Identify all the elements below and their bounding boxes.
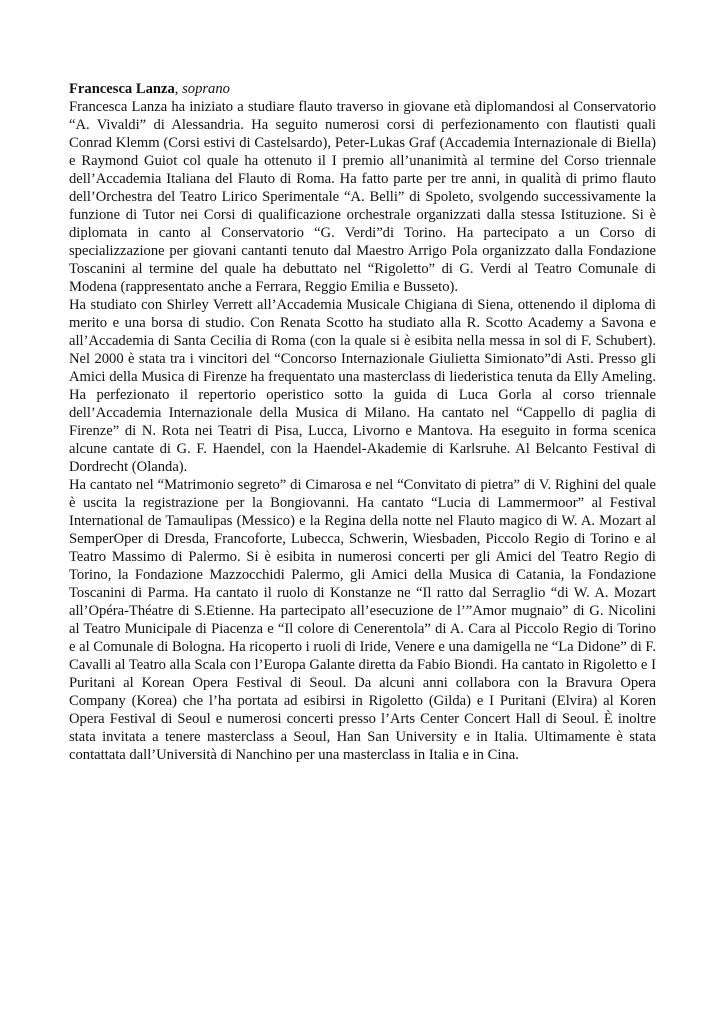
biography-paragraph-1: Francesca Lanza ha iniziato a studiare flauto traverso in giovane età diplomandosi al Conservatorio “A. Vivaldi” di Alessandria. Ha seguito numerosi corsi di perfezionamento con flautisti quali Conrad Klemm (Corsi estivi di Castelsardo), Peter-Lukas Graf (Accademia Internazionale di Biella) e Raymond Guiot col quale ha ottenuto il I premio all’unanimità al termine del Corso triennale dell’Accademia Italiana del Flauto di Roma. Ha fatto parte per tre anni, in qualità di primo flauto dell’Orchestra del Teatro Lirico Sperimentale “A. Belli” di Spoleto, svolgendo successivamente la funzione di Tutor nei Corsi di qualificazione orchestrale organizzati dalla stessa Istituzione. Si è diplomata in canto al Conservatorio “G. Verdi”di Torino. Ha partecipato a un Corso di specializzazione per giovani cantanti tenuto dal Maestro Arrigo Pola organizzato dalla Fondazione Toscanini al termine del quale ha debuttato nel “Rigoletto” di G. Verdi al Teatro Comunale di Modena (rappresentato anche a Ferrara, Reggio Emilia e Busseto). (69, 99, 656, 295)
artist-role: soprano (182, 81, 230, 97)
artist-name: Francesca Lanza (69, 81, 175, 97)
biography-paragraph-2: Ha studiato con Shirley Verrett all’Accademia Musicale Chigiana di Siena, ottenendo il diploma di merito e una borsa di studio. Con Renata Scotto ha studiato alla R. Scotto Academy a Savona e all’Accademia di Santa Cecilia di Roma (con la quale si è esibita nella messa in sol di F. Schubert). Nel 2000 è stata tra i vincitori del “Concorso Internazionale Giulietta Simionato”di Asti. Presso gli Amici della Musica di Firenze ha frequentato una masterclass di liederistica tenuta da Elly Ameling. Ha perfezionato il repertorio operistico sotto la guida di Luca Gorla al corso triennale dell’Accademia Internazionale della Musica di Milano. Ha cantato nel “Cappello di paglia di Firenze” di N. Rota nei Teatri di Pisa, Lucca, Livorno e Mantova. Ha eseguito in forma scenica alcune cantate di G. F. Haendel, con la Haendel-Akademie di Karlsruhe. Al Belcanto Festival di Dordrecht (Olanda). (69, 297, 656, 475)
biography-paragraph-3: Ha cantato nel “Matrimonio segreto” di Cimarosa e nel “Convitato di pietra” di V. Righini del quale è uscita la registrazione per la Bongiovanni. Ha cantato “Lucia di Lammermoor” al Festival International de Tamaulipas (Messico) e la Regina della notte nel Flauto magico di W. A. Mozart al SemperOper di Dresda, Francoforte, Lubecca, Schwerin, Wiesbaden, Piccolo Regio di Torino e al Teatro Massimo di Palermo. Si è esibita in numerosi concerti per gli Amici del Teatro Regio di Torino, la Fondazione Mazzocchidi Palermo, gli Amici della Musica di Catania, la Fondazione Toscanini di Parma. Ha cantato il ruolo di Konstanze ne “Il ratto dal Serraglio “di W. A. Mozart all’Opéra-Théatre di S.Etienne. Ha partecipato all’esecuzione de l’”Amor mugnaio” di G. Nicolini al Teatro Municipale di Piacenza e “Il colore di Cenerentola” di A. Cara al Piccolo Regio di Torino e al Comunale di Bologna. Ha ricoperto i ruoli di Iride, Venere e una damigella ne “La Didone” di F. Cavalli al Teatro alla Scala con l’Europa Galante diretta da Fabio Biondi. Ha cantato in Rigoletto e I Puritani al Korean Opera Festival di Seoul. Da alcuni anni collabora con la Bravura Opera Company (Korea) che l’ha portata ad esibirsi in Rigoletto (Gilda) e I Puritani (Elvira) al Koren Opera Festival di Seoul e numerosi concerti presso l’Arts Center Concert Hall di Seoul. È inoltre stata invitata a tenere masterclass a Seoul, Han San University e in Italia. Ultimamente è stata contattata dall’Università di Nanchino per una masterclass in Italia e in Cina. (69, 477, 656, 763)
heading-separator: , (174, 81, 183, 97)
document-page (69, 80, 656, 764)
document-heading (69, 80, 656, 98)
